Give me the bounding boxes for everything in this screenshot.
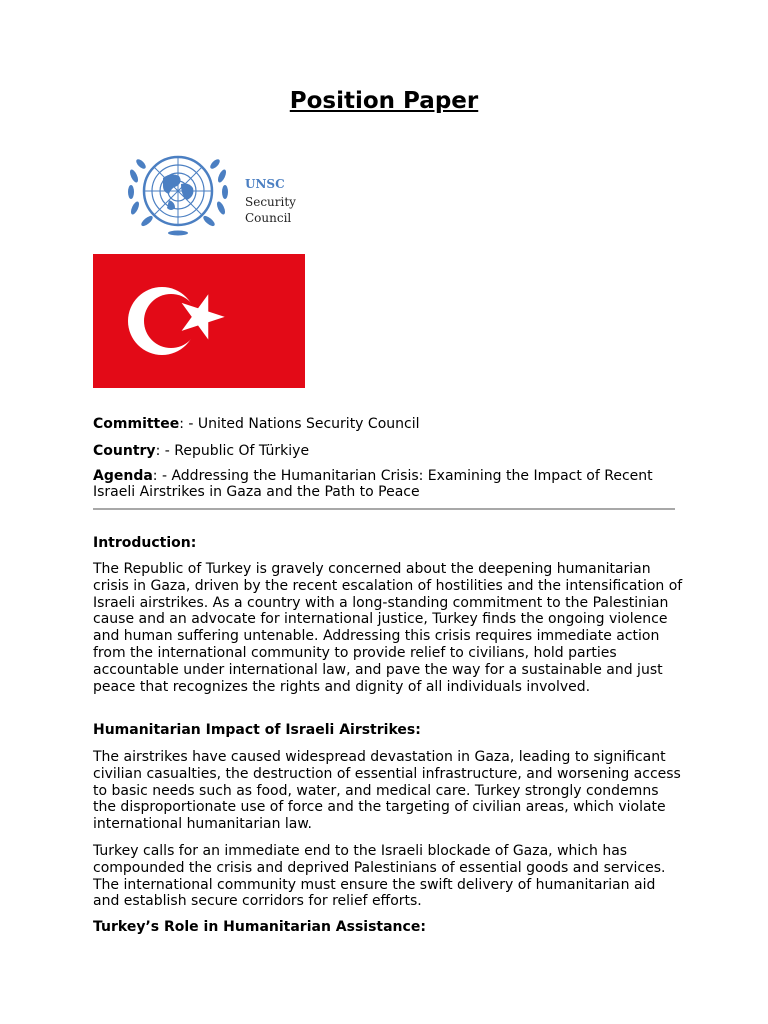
paragraph: The airstrikes have caused widespread devastation in Gaza, leading to significant civilian casualties, the destruction of essential infrastructure, and worsening access to basic needs such as food, water, and medical care. Turkey strongly condemns the disproportionate use of force and the targeting of civilian areas, which violate international humanitarian law. [93, 749, 681, 833]
meta-label: Country [93, 443, 156, 459]
logo-text [245, 176, 343, 226]
section-heading: Introduction: [93, 535, 197, 551]
meta-label: Committee [93, 416, 180, 432]
logo-name: Security Council [245, 195, 296, 225]
paragraph: Turkey calls for an immediate end to the Israeli blockade of Gaza, which has compounded the crisis and deprived Palestinians of essential goods and services. The international community must ensure the swift delivery of humanitarian aid and establish secure corridors for relief efforts. [93, 843, 666, 910]
turkey-flag-icon [93, 254, 305, 388]
logo-abbr: UNSC [245, 177, 285, 191]
section-heading: Turkey’s Role in Humanitarian Assistance: [93, 919, 426, 935]
meta-label: Agenda [93, 468, 153, 484]
meta-value: : - Republic Of Türkiye [155, 443, 310, 459]
meta-agenda [93, 468, 683, 500]
paragraph: The Republic of Turkey is gravely concerned about the deepening humanitarian crisis in Gaza, driven by the recent escalation of hostilities and the intensification of Israeli airstrikes. As a country with a long-standing commitment to the Palestinian cause and an advocate for international justice, Turkey finds the ongoing violence and human suffering untenable. Addressing this crisis requires immediate action from the international community to provide relief to civilians, hold parties accountable under international law, and pave the way for a sustainable and just peace that recognizes the rights and dignity of all individuals involved. [93, 561, 683, 695]
unsc-logo [123, 148, 343, 236]
meta-value: : - Addressing the Humanitarian Crisis: Examining the Impact of Recent Israeli Airstrikes in Gaza and the Path to Peace [93, 468, 653, 500]
section-heading: Humanitarian Impact of Israeli Airstrikes: [93, 722, 421, 738]
meta-country [93, 443, 683, 459]
horizontal-divider [93, 508, 675, 510]
meta-committee [93, 416, 683, 432]
page-title: Position Paper [289, 88, 479, 114]
un-emblem-icon [123, 148, 233, 236]
meta-value: : - United Nations Security Council [179, 416, 420, 432]
